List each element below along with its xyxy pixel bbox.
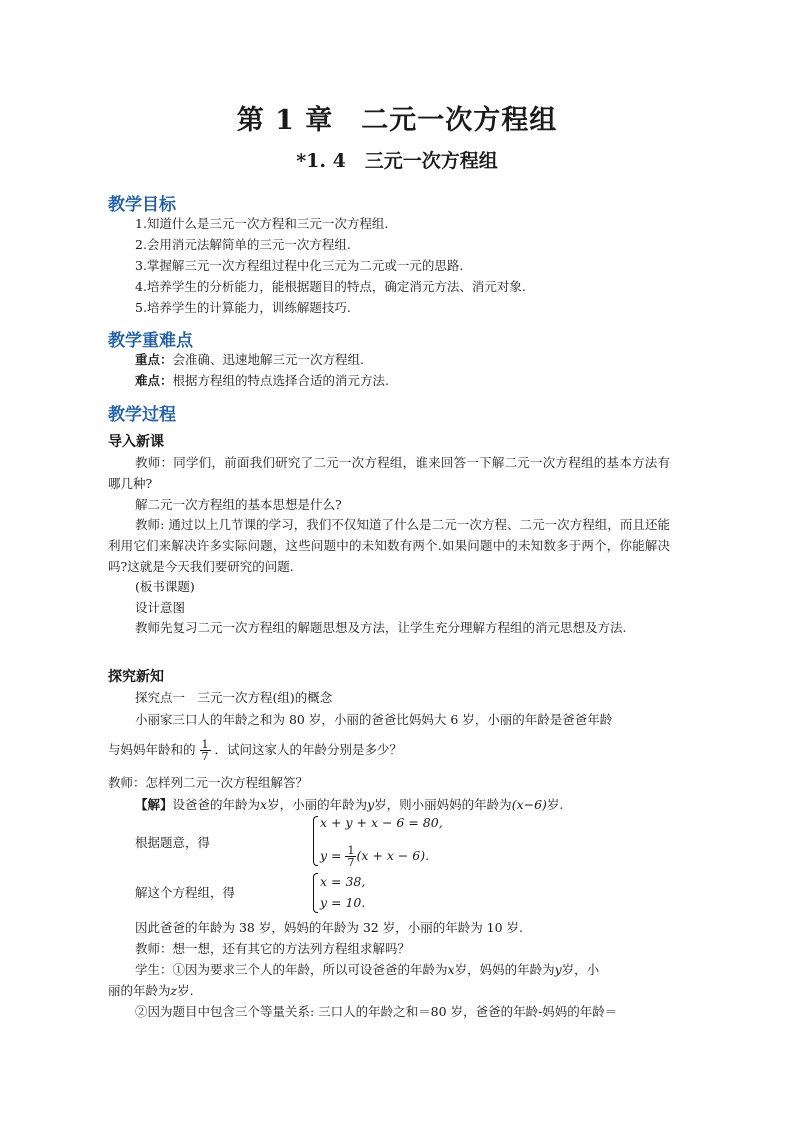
intro-paragraph-2: 解二元一次方程组的基本思想是什么? [135,497,342,512]
solution-text-c: 岁，则小丽妈妈的年龄为 [374,797,512,812]
goal-item-2: 2.会用消元法解简单的三元一次方程组. [135,237,351,252]
student-text-c: 岁，小 [561,962,600,977]
equation-2-left: y = [320,848,346,863]
goal-item-4: 4.培养学生的分析能力，能根据题目的特点，确定消元方法、消元对象. [135,279,526,294]
problem-line-1: 小丽家三口人的年龄之和为 80 岁，小丽的爸爸比妈妈大 6 岁，小丽的年龄是爸爸年龄 [135,712,613,727]
solution-label: 【解】 [135,797,173,812]
goal-item-3: 3.掌握解三元一次方程组过程中化三元为二元或一元的思路. [135,258,464,273]
intro-paragraph-3: 教师: 通过以上几节课的学习，我们不仅知道了什么是二元一次方程、二元一次方程组，而且还能利用它们来解决许多实际问题，这些问题中的未知数有两个.如果问题中的未知数多于两个，你能解决吗?这就是今天我们要研究的问题. [108,517,670,574]
intro-paragraph-6: 教师先复习二元一次方程组的解题思想及方法，让学生充分理解方程组的消元思想及方法. [135,620,627,635]
fraction-numerator: 1 [201,738,209,751]
result-line: 因此爸爸的年龄为 38 岁，妈妈的年龄为 32 岁，小丽的年龄为 10 岁. [135,920,524,935]
student-text-d: 丽的年龄为 [108,983,171,998]
student-var-z: z [170,983,178,998]
by-problem-label: 根据题意，得 [135,835,211,850]
intro-paragraph-5: 设计意图 [135,600,186,615]
answer-x: x = 38, [320,874,366,889]
goal-item-1: 1.知道什么是三元一次方程和三元一次方程组. [135,216,389,231]
focus-line [135,352,364,368]
intro-paragraph-1: 教师：同学们，前面我们研究了二元一次方程组，谁来回答一下解二元一次方程组的基本方法有哪几种? [108,455,670,491]
problem-text-a: 与妈妈年龄和的 [108,742,196,757]
eq-fraction-denominator: 7 [347,856,355,869]
fraction-denominator: 7 [201,750,209,763]
section-title: *1. 4 三元一次方程组 [296,150,498,172]
fraction-one-seventh [200,739,211,762]
student-answer-line-2 [108,983,194,999]
focus-label: 重点： [135,352,173,367]
left-brace [313,816,318,866]
explore-point-1: 探究点一 三元一次方程(组)的概念 [135,690,333,705]
explore-heading: 探究新知 [108,669,164,685]
left-brace-2 [313,873,318,913]
student-text-a: 学生：①因为要求三个人的年龄，所以可设爸爸的年龄为 [135,962,448,977]
solution-text-a: 设爸爸的年龄为 [172,797,261,812]
goals-heading: 教学目标 [108,195,176,215]
equation-fraction [345,845,356,868]
solution-text-b: 岁，小丽的年龄为 [267,797,368,812]
process-heading: 教学过程 [108,405,176,425]
chapter-title: 第 1 章 二元一次方程组 [236,105,558,136]
teacher-question: 教师：怎样列二元一次方程组解答？ [108,775,309,790]
goal-item-5: 5.培养学生的计算能力，训练解题技巧. [135,300,351,315]
intro-paragraph-4: (板书课题) [135,579,195,594]
problem-line-2 [108,739,402,762]
key-points-heading: 教学重难点 [108,331,193,351]
eq-fraction-numerator: 1 [347,844,355,857]
student-answer-2: ②因为题目中包含三个等量关系: 三口人的年龄之和＝80 岁，爸爸的年龄-妈妈的年龄＝ [135,1004,618,1019]
solution-line [135,797,563,813]
equation-2 [320,845,429,868]
student-var-x: x [447,962,455,977]
difficulty-line [135,373,389,389]
solution-text-d: 岁. [546,797,564,812]
student-answer-line-1 [135,962,599,978]
student-text-b: 岁，妈妈的年龄为 [454,962,555,977]
student-text-e: 岁. [177,983,194,998]
focus-text: 会准确、迅速地解三元一次方程组. [172,352,364,367]
var-y: y [367,797,375,812]
equation-2-right: (x + x − 6). [356,848,430,863]
student-var-y: y [554,962,562,977]
equation-1: x + y + x − 6 = 80, [320,815,443,830]
answer-y: y = 10. [320,895,366,910]
solve-label: 解这个方程组，得 [135,885,236,900]
intro-heading: 导入新课 [108,434,164,450]
var-x: x [260,797,268,812]
expr-x-minus-6: (x−6) [511,797,547,812]
problem-text-b: ．试问这家人的年龄分别是多少？ [214,742,402,757]
difficulty-label: 难点： [135,373,173,388]
teacher-question-2: 教师：想一想，还有其它的方法列方程组求解吗？ [135,941,411,956]
difficulty-text: 根据方程组的特点选择合适的消元方法. [172,373,389,388]
